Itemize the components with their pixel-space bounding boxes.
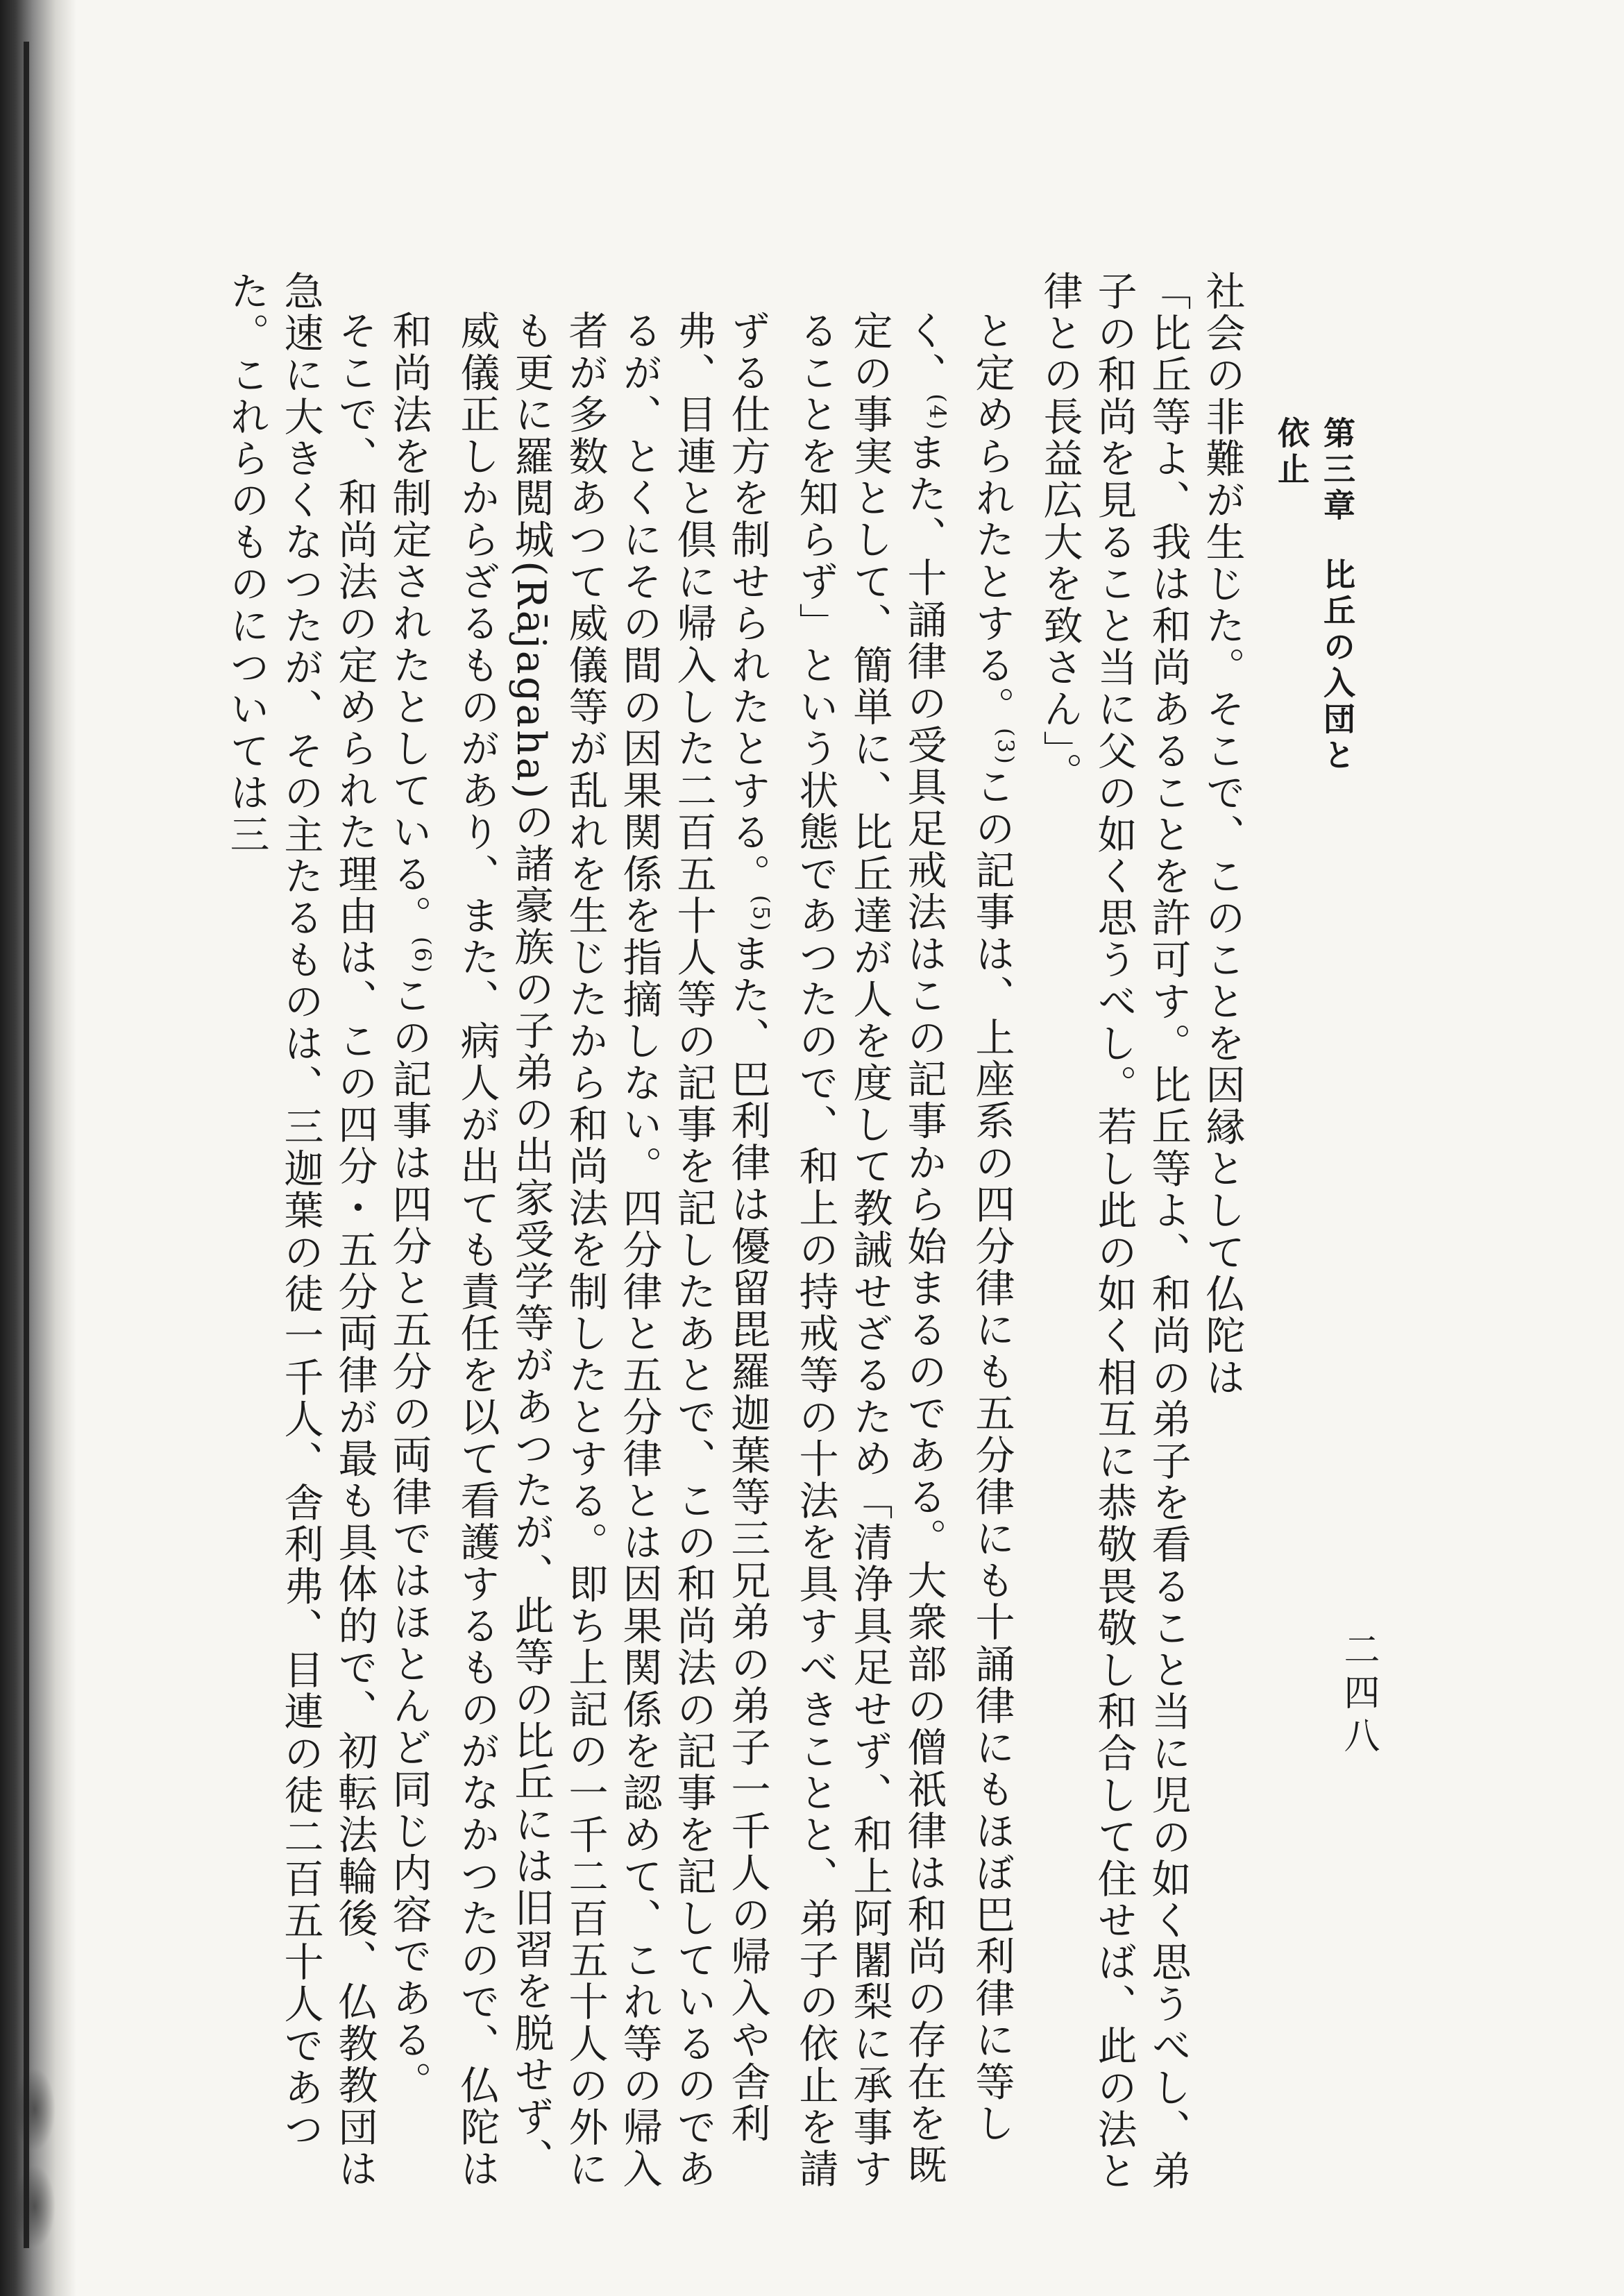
scan-binding-shadow [0, 0, 76, 2296]
text-run: 「比丘等よ、我は和尚あることを許可す。比丘等よ、和尚の弟子を看ること当に児の如く思うべし、弟子の和尚を見ること当に父の如く思うべし。若し此の如く相互に恭敬畏敬し和合して住せば、此の法と律との長益広大を致さん」。 [1037, 271, 1191, 2193]
page-number: 二四八 [1337, 1631, 1379, 1760]
quotation-paragraph [1033, 271, 1195, 2220]
chapter-label: 第三章 [1319, 416, 1356, 525]
text-run: また、巴利律は優留毘羅迦葉等三兄弟の弟子一千人の帰入や舎利弗、目連と倶に帰入した二百五十人等の記事を記したあとで、この和尚法の記事を記しているのであるが、とくにその間の因果関係を指摘しない。四分律と五分律とは因果関係を認めて、これ等の帰入者が多数あつて威儀等が乱れを生じたから和尚法を制したとする。即ち上記の一千二百五十人の外にも更に羅閲城(Rājagaha)の諸豪族の子弟の出家受学等があつたが、此等の比丘には旧習を脱せず、威儀正しからざるものがあり、また、病人が出ても責任を以て看護するものがなかつたので、仏陀は和尚法を制定されたとしている。 [386, 310, 770, 2190]
text-run: また、十誦律の受具足戒法はこの記事から始まるのである。大衆部の僧祇律は和尚の存在を既定の事実として、簡単に、比丘達が人を度して教誡せざるため「清浄具足せず、和上阿闍梨に承事することを知らず」という状態であつたので、和上の持戒等の十法を具すべきことと、弟子の依止を請ずる仕方を制せられたとする。 [725, 310, 947, 2190]
scan-speck [14, 2165, 56, 2248]
text-run: そこで、和尚法の定められた理由は、この四分・五分両律が最も具体的で、初転法輪後、仏教教団は急速に大きくなつたが、その主たるものは、三迦葉の徒一千人、舎利弗、目連の徒二百五十人であつた。これらのものについては三 [223, 271, 378, 2190]
section-title: 比丘の入団と依止 [1273, 416, 1356, 774]
running-header [1273, 416, 1360, 791]
paragraph [1195, 271, 1249, 2220]
text-run: と定められたとする。 [969, 310, 1015, 728]
paragraph [219, 271, 382, 2220]
text-run: この記事は、上座系の四分律にも五分律にも十誦律にもほぼ巴利律に等しく、 [901, 310, 1015, 2145]
footnote-marker: (4) [924, 393, 951, 432]
paragraph [382, 271, 1033, 2220]
footnote-marker: (6) [409, 937, 436, 975]
body-text [219, 271, 1249, 2220]
text-run: この記事は四分と五分の両律ではほとんど同じ内容である。 [386, 974, 432, 2103]
footnote-marker: (5) [748, 894, 775, 933]
text-run: 社会の非難が生じた。そこで、このことを因縁として仏陀は [1199, 271, 1245, 1399]
scan-speck [14, 2068, 56, 2151]
footnote-marker: (3) [992, 728, 1019, 766]
